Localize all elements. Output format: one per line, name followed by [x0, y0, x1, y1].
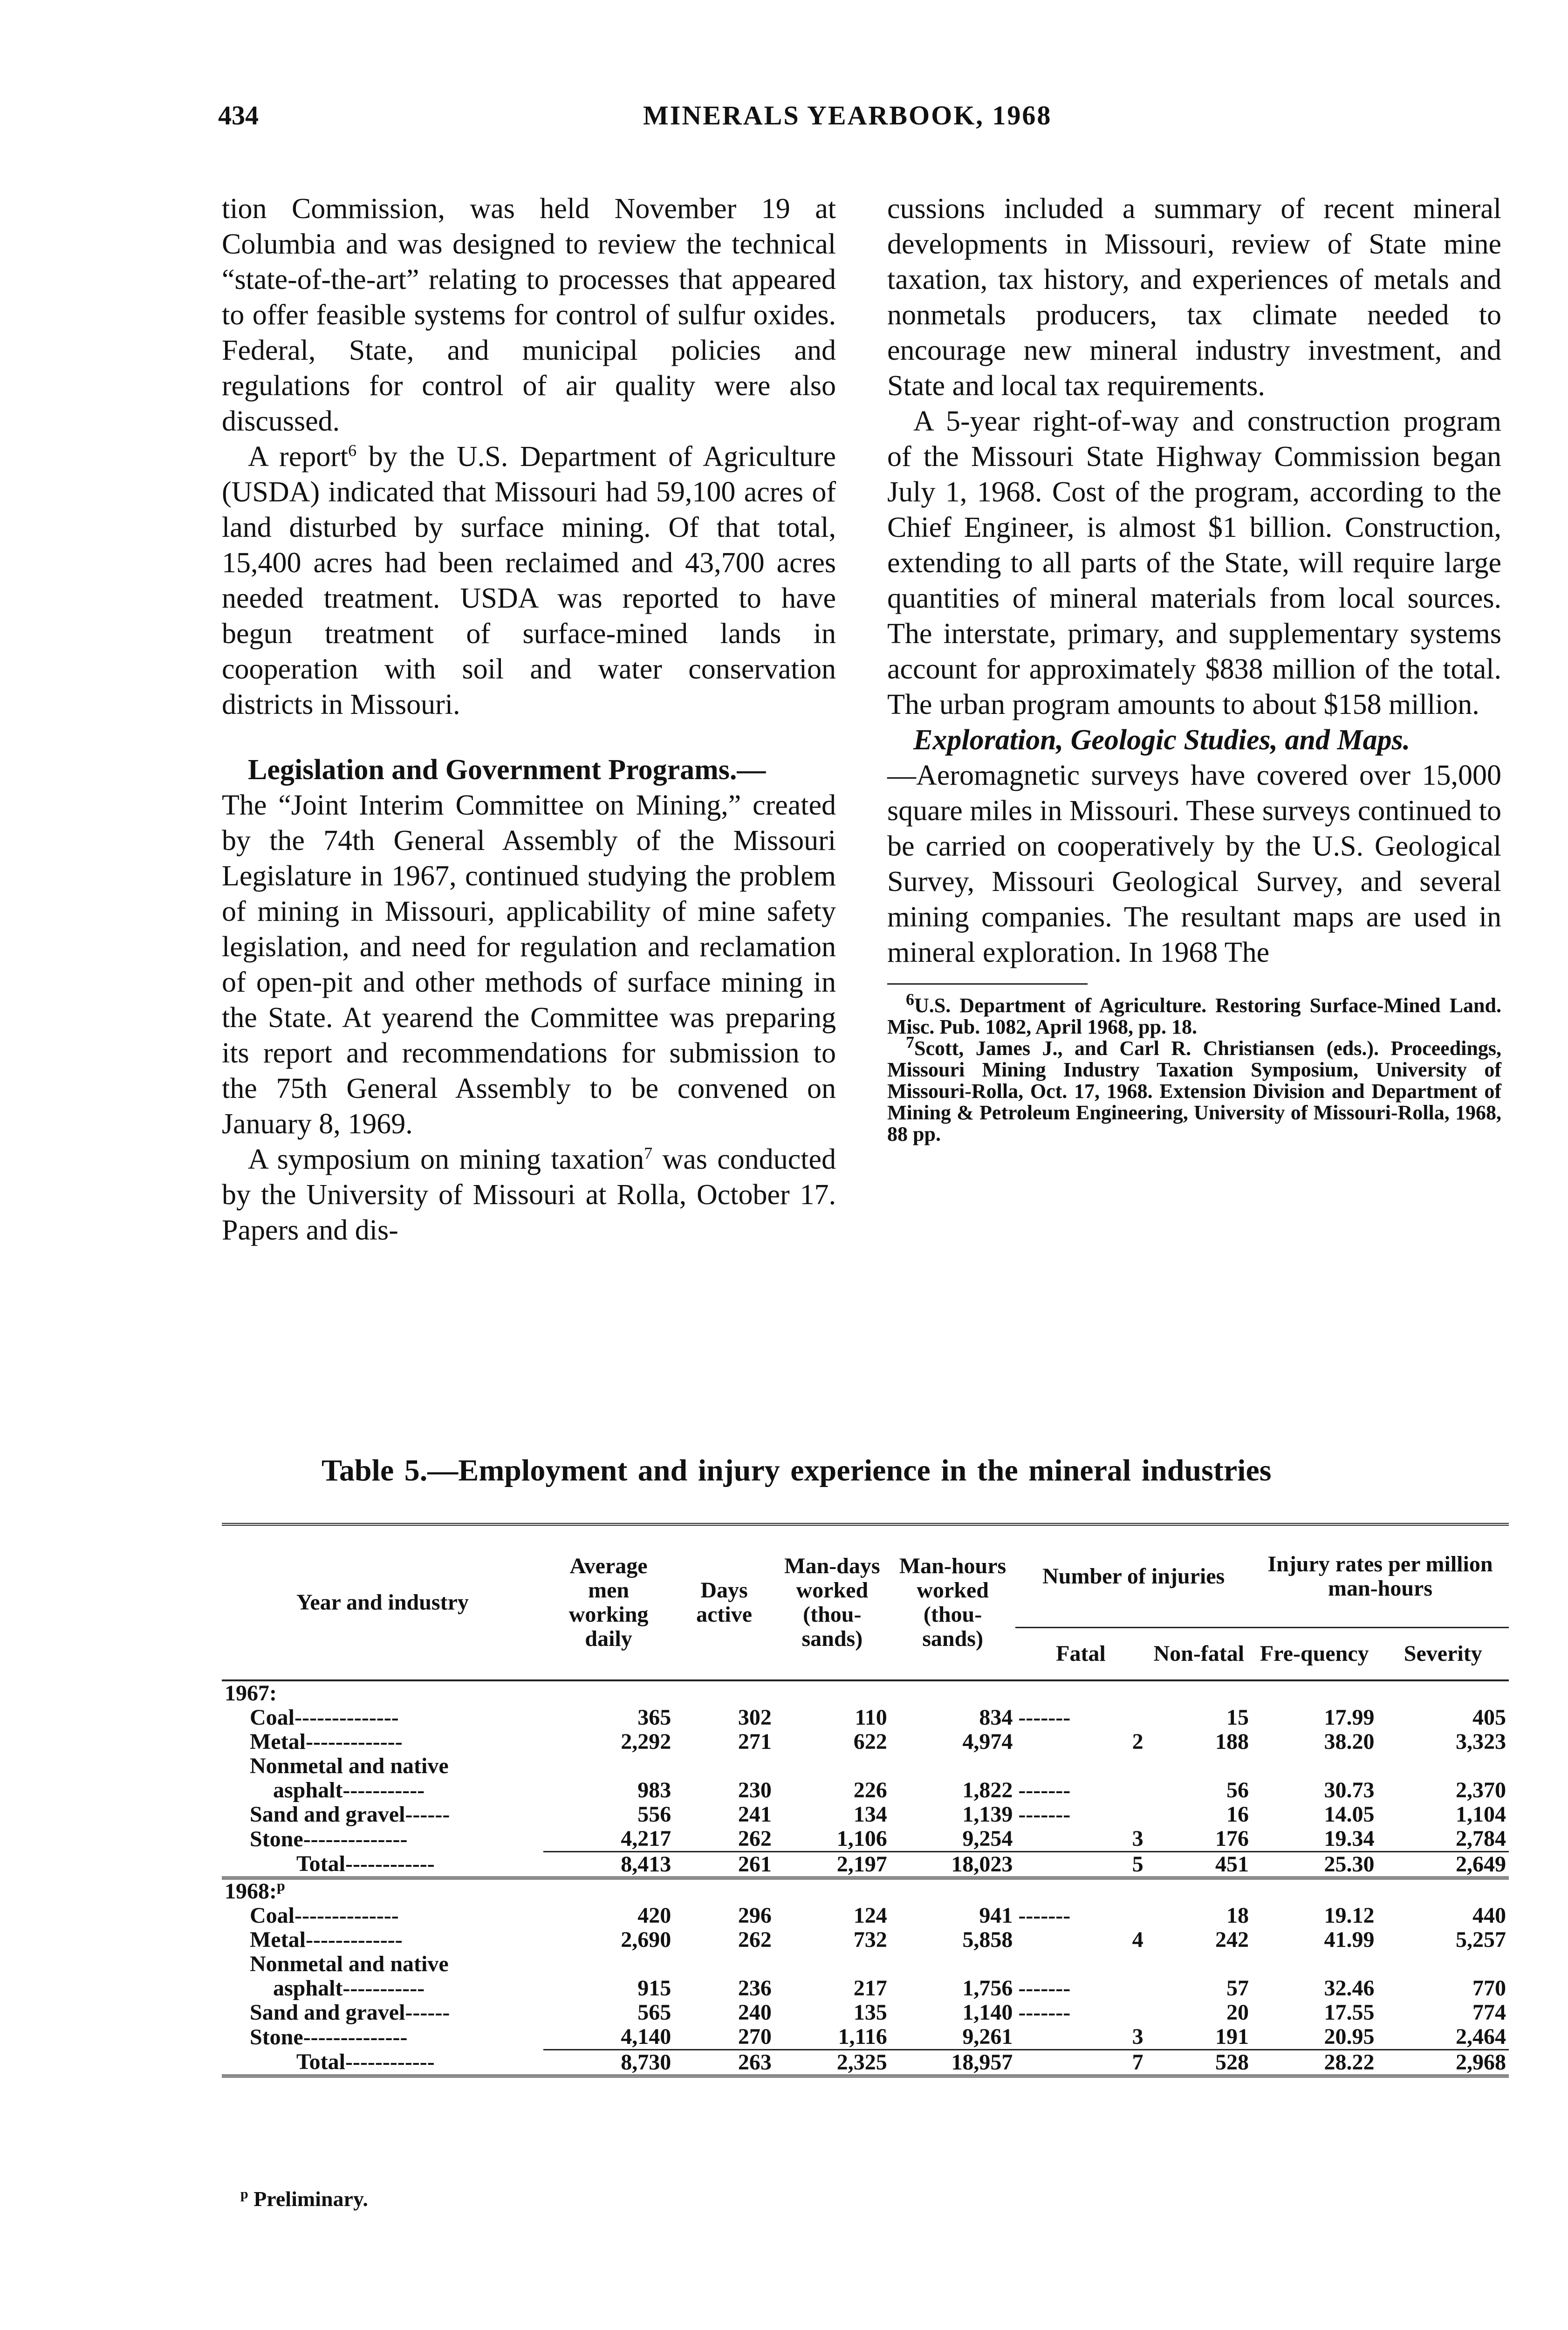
header-frequency: Fre-quency: [1260, 1641, 1369, 1666]
cell: 405: [1472, 1705, 1506, 1730]
footnote-text: U.S. Department of Agriculture. Restoring Surface-Mined Land. Misc. Pub. 1082, April 1968, pp. 18.: [887, 994, 1501, 1038]
cell: 14.05: [1324, 1802, 1375, 1827]
cell: 25.30: [1324, 1852, 1375, 1877]
cell: 176: [1146, 1827, 1252, 1852]
cell: 565: [637, 2000, 671, 2025]
cell: 3: [1015, 1827, 1146, 1852]
cell: 263: [674, 2050, 774, 2076]
cell: 983: [637, 1778, 671, 1802]
cell: -------: [1018, 1976, 1071, 2001]
table-row: Coal-------------- 365 302 110 834 ------- 15 17.99 405: [222, 1706, 1509, 1730]
cell: 1,116: [774, 2025, 890, 2050]
text: The “Joint Interim Committee on Mining,” created by the 74th General Assembly of the Missouri Legislature in 1967, continued studying the problem of mining in Missouri, applicability of mine safety legislation, and need for regulation and reclamation of open-pit and other methods of surface mining in the State. At yearend the Committee was preparing its report and recommendations for submission to the 75th General Assembly to be convened on January 8, 1969.: [222, 789, 836, 1140]
row-label: Sand and gravel: [250, 2000, 405, 2025]
row-label: asphalt: [273, 1778, 343, 1802]
table-row: Stone-------------- 4,140 270 1,116 9,261 3 191 20.95 2,464: [222, 2025, 1509, 2050]
cell: 451: [1215, 1852, 1249, 1877]
cell: 188: [1215, 1729, 1249, 1754]
cell: 9,254: [890, 1827, 1016, 1852]
cell: -------: [1018, 1705, 1071, 1730]
cell: 18,023: [951, 1852, 1013, 1877]
header-number-of-injuries: Number of injuries: [1015, 1524, 1252, 1628]
footnote: [887, 1033, 1501, 1145]
cell: 17.99: [1324, 1705, 1375, 1730]
cell: 17.55: [1324, 2000, 1375, 2025]
footnote-text: Scott, James J., and Carl R. Christiansen (eds.). Proceedings, Missouri Mining Industry Taxation Symposium, University of Missouri-Rolla, Oct. 17, 1968. Extension Division and Department of Mining & Petroleum Engineering, University of Missouri-Rolla, 1968, 88 pp.: [887, 1037, 1501, 1145]
cell: 420: [637, 1903, 671, 1928]
cell: 271: [738, 1729, 772, 1754]
row-label: Metal: [250, 1729, 306, 1754]
text: A symposium on mining taxation: [248, 1144, 644, 1175]
cell: 270: [674, 2025, 774, 2050]
cell: 4: [1132, 1927, 1143, 1952]
cell: 2,325: [774, 2050, 890, 2076]
cell: 1,139: [962, 1802, 1013, 1827]
footnote-mark: 7: [906, 1033, 914, 1052]
cell: 5: [1132, 1852, 1143, 1877]
header-severity: Severity: [1404, 1641, 1482, 1666]
cell: 2: [1132, 1729, 1143, 1754]
header-man-days: Man-days worked (thou-sands): [774, 1524, 890, 1680]
note-mark: p: [240, 2186, 248, 2202]
cell: 3,323: [1456, 1729, 1506, 1754]
cell: 217: [853, 1976, 887, 2001]
row-label: Stone: [250, 1826, 303, 1851]
cell: 1,756: [962, 1976, 1013, 2001]
cell: -------: [1018, 2000, 1071, 2025]
cell: 7: [1015, 2050, 1146, 2076]
cell: 774: [1472, 2000, 1506, 2025]
section-heading: Exploration, Geologic Studies, and Maps.: [913, 724, 1411, 756]
cell: 622: [853, 1729, 887, 1754]
table-title: Table 5.—Employment and injury experience in the mineral industries: [322, 1453, 1272, 1487]
cell: 1,140: [962, 2000, 1013, 2025]
cell: -------: [1018, 1802, 1071, 1827]
cell: 261: [738, 1852, 772, 1877]
data-table: [222, 1523, 1509, 2077]
cell: 5,858: [962, 1927, 1013, 1952]
cell: 240: [738, 2000, 772, 2025]
cell: 1,104: [1456, 1802, 1506, 1827]
table-row: asphalt----------- 915 236 217 1,756 ------- 57 32.46 770: [222, 1976, 1509, 2001]
cell: 2,968: [1377, 2050, 1509, 2076]
cell: 226: [853, 1778, 887, 1802]
cell: 365: [637, 1705, 671, 1730]
table-row: Sand and gravel------ 556 241 134 1,139 ------- 16 14.05 1,104: [222, 1802, 1509, 1827]
table-row: Sand and gravel------ 565 240 135 1,140 ------- 20 17.55 774: [222, 2001, 1509, 2025]
cell: -------: [1018, 1903, 1071, 1928]
cell: 30.73: [1324, 1778, 1375, 1802]
header-average-men: Average men working daily: [543, 1524, 674, 1680]
cell: 8,730: [543, 2050, 674, 2076]
cell: 440: [1472, 1903, 1506, 1928]
cell: 296: [738, 1903, 772, 1928]
cell: -------: [1018, 1778, 1071, 1802]
cell: 18,957: [890, 2050, 1016, 2076]
cell: 770: [1472, 1976, 1506, 2001]
paragraph: cussions included a summary of recent mineral developments in Missouri, review of State mine taxation, tax history, and experiences of metals and nonmetals producers, tax climate needed to encourage new mineral industry investment, and State and local tax requirements.: [887, 193, 1501, 402]
table-row: asphalt----------- 983 230 226 1,822 ------- 56 30.73 2,370: [222, 1778, 1509, 1802]
total-row: Total------------ 8,730 263 2,325 18,957 7 528 28.22 2,968: [222, 2050, 1509, 2076]
cell: 18: [1226, 1903, 1249, 1928]
header-days-active: Days active: [674, 1524, 774, 1680]
header-nonfatal: Non-fatal: [1153, 1641, 1245, 1666]
left-column: [222, 191, 836, 1248]
table-row: Stone-------------- 4,217 262 1,106 9,254 3 176 19.34 2,784: [222, 1827, 1509, 1852]
footnote-mark: 6: [906, 990, 914, 1009]
cell: 110: [855, 1705, 887, 1730]
cell: 230: [738, 1778, 772, 1802]
cell: 4,974: [962, 1729, 1013, 1754]
cell: 56: [1226, 1778, 1249, 1802]
cell: 2,292: [621, 1729, 671, 1754]
row-label: Total: [296, 1851, 345, 1877]
row-label: Nonmetal and native: [250, 1952, 449, 1976]
cell: 834: [979, 1705, 1013, 1730]
cell: 19.12: [1324, 1903, 1375, 1928]
cell: 57: [1226, 1976, 1249, 2001]
year-label-1967: 1967:: [225, 1681, 277, 1706]
row-label: Nonmetal and native: [250, 1754, 449, 1778]
table-note: [240, 2186, 368, 2211]
cell: 15: [1226, 1705, 1249, 1730]
footnote-ref: 6: [348, 441, 357, 460]
cell: 19.34: [1252, 1827, 1377, 1852]
paragraph: [222, 1142, 836, 1248]
cell: 9,261: [890, 2025, 1016, 2050]
row-label: Total: [296, 2049, 345, 2075]
header-injury-rates: Injury rates per million man-hours: [1252, 1524, 1509, 1628]
cell: 915: [637, 1976, 671, 2001]
section-heading: Legislation and Government Programs.—: [248, 754, 766, 786]
cell: 191: [1146, 2025, 1252, 2050]
footnote: [887, 990, 1501, 1038]
cell: 1,106: [774, 1827, 890, 1852]
year-text: 1968:: [225, 1879, 277, 1904]
cell: 236: [738, 1976, 772, 2001]
cell: 732: [853, 1927, 887, 1952]
paragraph: [222, 439, 836, 722]
cell: 941: [979, 1903, 1013, 1928]
paragraph: [222, 752, 836, 1142]
cell: 4,217: [543, 1827, 674, 1852]
year-label-1968: [222, 1878, 1509, 1904]
cell: 262: [738, 1927, 772, 1952]
cell: 41.99: [1324, 1927, 1375, 1952]
cell: 2,370: [1456, 1778, 1506, 1802]
cell: 16: [1226, 1802, 1249, 1827]
cell: 4,140: [543, 2025, 674, 2050]
cell: 134: [853, 1802, 887, 1827]
text: A report: [248, 441, 349, 473]
row-label: Sand and gravel: [250, 1802, 405, 1827]
total-row: Total------------ 8,413 261 2,197 18,023 5 451 25.30 2,649: [222, 1852, 1509, 1878]
cell: 528: [1146, 2050, 1252, 2076]
cell: 2,690: [621, 1927, 671, 1952]
header-man-hours: Man-hours worked (thou-sands): [890, 1524, 1016, 1680]
row-label: Stone: [250, 2024, 303, 2049]
page-number: 434: [218, 100, 259, 130]
note-text: Preliminary.: [253, 2187, 368, 2211]
cell: 5,257: [1456, 1927, 1506, 1952]
cell: 8,413: [621, 1852, 671, 1877]
cell: 302: [738, 1705, 772, 1730]
cell: 38.20: [1324, 1729, 1375, 1754]
cell: 20.95: [1252, 2025, 1377, 2050]
text: was conducted by the University of Missouri at Rolla, October 17. Papers and dis-: [222, 1144, 836, 1246]
cell: 2,784: [1377, 1827, 1509, 1852]
row-label: Coal: [250, 1903, 294, 1928]
cell: 2,197: [836, 1852, 887, 1877]
paragraph: tion Commission, was held November 19 at Columbia and was designed to review the technical “state-of-the-art” relating to processes that appeared to offer feasible systems for control of sulfur oxides. Federal, State, and municipal policies and regulations for control of air quality were also discussed.: [222, 193, 836, 437]
row-label: Metal: [250, 1927, 306, 1952]
text: by the U.S. Department of Agriculture (USDA) indicated that Missouri had 59,100 acres of land disturbed by surface mining. Of that total, 15,400 acres had been reclaimed and 43,700 acres needed treatment. USDA was reported to have begun treatment of surface-mined lands in cooperation with soil and water conservation districts in Missouri.: [222, 441, 836, 720]
text: —Aeromagnetic surveys have covered over 15,000 square miles in Missouri. These surveys continued to be carried on cooperatively by the U.S. Geological Survey, Missouri Geological Survey, and several mining companies. The resultant maps are used in mineral exploration. In 1968 The: [887, 760, 1501, 968]
cell: 241: [738, 1802, 772, 1827]
cell: 3: [1015, 2025, 1146, 2050]
cell: 20: [1226, 2000, 1249, 2025]
footnote-rule: [887, 983, 1088, 985]
cell: 124: [853, 1903, 887, 1928]
row-label: asphalt: [273, 1976, 343, 2001]
row-label: Coal: [250, 1705, 294, 1730]
running-title: MINERALS YEARBOOK, 1968: [643, 100, 1052, 130]
cell: 2,464: [1377, 2025, 1509, 2050]
cell: 556: [637, 1802, 671, 1827]
header-fatal: Fatal: [1056, 1641, 1106, 1666]
footnote-ref: 7: [644, 1144, 653, 1163]
cell: 28.22: [1252, 2050, 1377, 2076]
preliminary-mark: p: [276, 1877, 285, 1894]
cell: 135: [853, 2000, 887, 2025]
right-column: [887, 191, 1501, 1145]
paragraph: A 5-year right-of-way and construction program of the Missouri State Highway Commission began July 1, 1968. Cost of the program, according to the Chief Engineer, is almost $1 billion. Construction, extending to all parts of the State, will require large quantities of mineral materials from local sources. The interstate, primary, and supplementary systems account for approximately $838 million of the total. The urban program amounts to about $158 million.: [887, 405, 1501, 720]
cell: 1,822: [962, 1778, 1013, 1802]
table-row: Metal------------- 2,690 262 732 5,858 4 242 41.99 5,257: [222, 1928, 1509, 1952]
cell: 2,649: [1456, 1852, 1506, 1877]
cell: 262: [674, 1827, 774, 1852]
table-row: Coal-------------- 420 296 124 941 ------- 18 19.12 440: [222, 1904, 1509, 1928]
table-row: Metal------------- 2,292 271 622 4,974 2 188 38.20 3,323: [222, 1730, 1509, 1754]
cell: 242: [1215, 1927, 1249, 1952]
cell: 32.46: [1324, 1976, 1375, 2001]
header-year-industry: Year and industry: [222, 1524, 543, 1680]
paragraph: [887, 722, 1501, 970]
